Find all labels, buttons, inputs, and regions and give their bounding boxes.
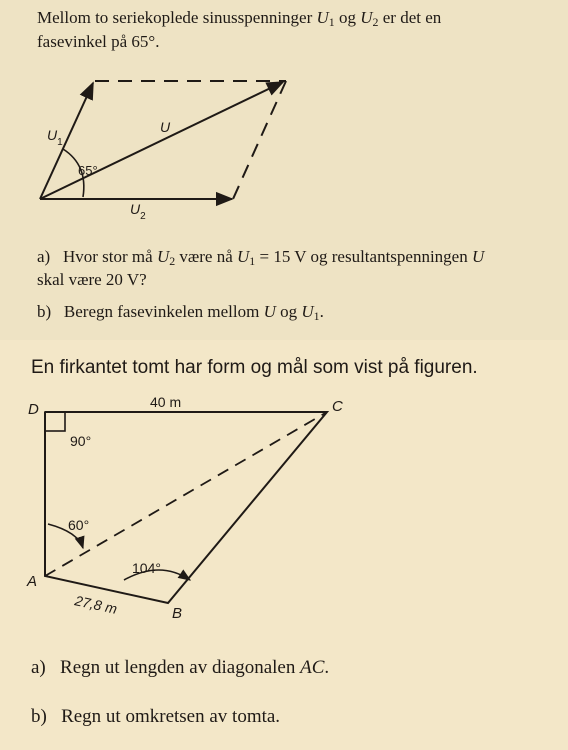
angle-B-label: 104° xyxy=(132,560,161,576)
angle-D-label: 90° xyxy=(70,433,92,449)
label-U2: $U_2$ xyxy=(130,201,146,222)
right-angle-marker xyxy=(45,412,65,431)
vertex-D: D xyxy=(28,401,39,418)
problem-2-intro: En firkantet tomt har form og mål som vist på figuren. xyxy=(31,357,478,378)
angle-label-65: 65° xyxy=(78,163,98,178)
question-2b: b) Regn ut omkretsen av tomta. xyxy=(31,706,281,727)
label-U1: $U_1$ xyxy=(47,127,63,148)
question-2a: a) Regn ut lengden av diagonalen AC. xyxy=(31,657,330,678)
vertex-B: B xyxy=(172,605,183,622)
side-AB-label: 27,8 m xyxy=(73,592,119,617)
vertex-C: C xyxy=(332,398,343,415)
question-1a-line-2: skal være 20 V? xyxy=(37,270,147,289)
label-U: U xyxy=(160,119,171,135)
angle-A-label: 60° xyxy=(68,517,90,533)
problem-1-intro-line-2: fasevinkel på 65°. xyxy=(37,32,160,51)
question-1b: b) Beregn fasevinkelen mellom U og $U_1$. xyxy=(37,302,324,323)
problem-1-intro-line-1: Mellom to seriekoplede sinusspenninger $U_1$ og $U_2$ er det en xyxy=(37,8,442,29)
side-DC-label: 40 m xyxy=(150,394,182,410)
question-1a-line-1: a) Hvor stor må $U_2$ være nå $U_1 = 15$ V og resultantspenningen U xyxy=(37,247,485,268)
vertex-A: A xyxy=(27,573,38,590)
